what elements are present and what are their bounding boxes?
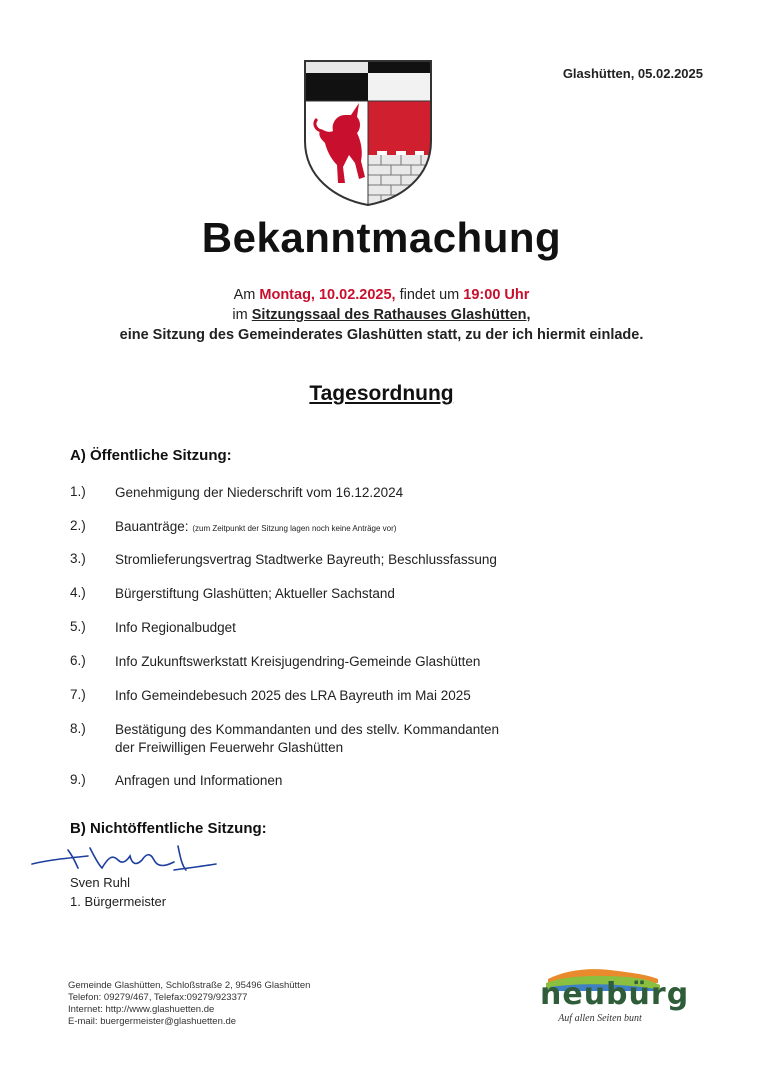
signatory [70, 873, 166, 911]
handwritten-signature [28, 838, 218, 878]
coat-of-arms-logo [303, 59, 433, 207]
meeting-time: 19:00 Uhr [463, 287, 530, 303]
agenda-item-number: 5.) [70, 619, 86, 634]
meeting-place: Sitzungssaal des Rathauses Glashütten [251, 307, 527, 323]
agenda-item-number: 7.) [70, 687, 86, 702]
signatory-role: 1. Bürgermeister [70, 894, 167, 909]
agenda-item-number: 1.) [70, 484, 86, 499]
agenda-item-number: 9.) [70, 772, 86, 787]
intro-text: findet um [395, 287, 464, 303]
agenda-item-number: 8.) [70, 721, 86, 736]
section-public: A) Öffentliche Sitzung: [70, 447, 232, 464]
agenda-item-line: der Freiwilligen Feuerwehr Glashütten [115, 740, 344, 755]
agenda-item-text: Info Regionalbudget [115, 620, 236, 635]
agenda-item-number: 6.) [70, 653, 86, 668]
meeting-date: Montag, 10.02.2025, [259, 287, 396, 303]
agenda-item-text: Anfragen und Informationen [115, 773, 283, 788]
intro-text: Am [233, 287, 260, 303]
agenda-item-text: Genehmigung der Niederschrift vom 16.12.2024 [115, 485, 404, 500]
agenda-item-text: Bürgerstiftung Glashütten; Aktueller Sachstand [115, 586, 395, 601]
logo-slogan: Auf allen Seiten bunt [558, 1013, 642, 1024]
agenda-item-text [115, 721, 705, 757]
agenda-item-number: 4.) [70, 585, 86, 600]
footer-contact [68, 980, 310, 1028]
intro-text: , [526, 307, 531, 323]
document-date: Glashütten, 05.02.2025 [562, 66, 703, 81]
agenda-item-number: 2.) [70, 518, 86, 533]
footer-website: Internet: http://www.glashuetten.de [68, 1004, 215, 1015]
section-private: B) Nichtöffentliche Sitzung: [70, 820, 267, 837]
agenda-item-text: Stromlieferungsvertrag Stadtwerke Bayreuth; Beschlussfassung [115, 552, 497, 567]
footer-address: Gemeinde Glashütten, Schloßstraße 2, 95496 Glashütten [68, 980, 311, 991]
agenda-heading: Tagesordnung [309, 382, 454, 405]
intro-line-2 [0, 307, 763, 323]
intro-line-3: eine Sitzung des Gemeinderates Glashütten statt, zu der ich hiermit einlade. [119, 327, 644, 343]
agenda-item-number: 3.) [70, 551, 86, 566]
footer-phone: Telefon: 09279/467, Telefax:09279/923377 [68, 992, 248, 1003]
logo-wordmark: neubürg [540, 977, 690, 1012]
agenda-item-label: Bauanträge: [115, 519, 189, 534]
intro-text: im [232, 307, 252, 323]
agenda-item-note: (zum Zeitpunkt der Sitzung lagen noch keine Anträge vor) [192, 524, 397, 533]
signatory-name: Sven Ruhl [70, 875, 130, 890]
footer-email: E-mail: buergermeister@glashuetten.de [68, 1016, 237, 1027]
agenda-item-text: Info Gemeindebesuch 2025 des LRA Bayreuth im Mai 2025 [115, 688, 471, 703]
page-title: Bekanntmachung [201, 214, 562, 261]
agenda-item-line: Bestätigung des Kommandanten und des stellv. Kommandanten [115, 722, 499, 737]
agenda-item-text: Info Zukunftswerkstatt Kreisjugendring-Gemeinde Glashütten [115, 654, 481, 669]
agenda-item-text [115, 518, 705, 538]
intro-line-1 [0, 287, 763, 303]
